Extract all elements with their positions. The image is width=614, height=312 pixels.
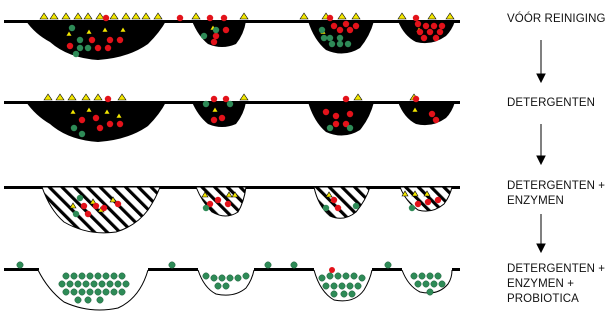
stage-label-line: DETERGENTEN + bbox=[507, 180, 606, 192]
dirt-crevice bbox=[308, 102, 374, 136]
residue-crevice bbox=[400, 187, 452, 211]
surface-line bbox=[4, 268, 39, 271]
flow-arrow bbox=[537, 214, 545, 252]
dirt-crevice bbox=[398, 102, 455, 125]
dirt-crevice bbox=[26, 21, 166, 60]
stage-2-detergents bbox=[4, 94, 460, 142]
residue-crevice bbox=[196, 187, 246, 216]
stage-label-detergents-enzymes-probiotics bbox=[507, 262, 614, 307]
stage-label-line: VÓÓR REINIGING bbox=[507, 13, 606, 25]
stage-3-detergents-enzymes bbox=[4, 186, 460, 233]
stage-label-line: PROBIOTICA bbox=[507, 293, 579, 305]
stage-1-before-cleaning bbox=[4, 13, 460, 60]
stage-label-line: ENZYMEN + bbox=[507, 278, 575, 290]
surface-line bbox=[372, 268, 402, 271]
flow-arrow bbox=[537, 40, 545, 82]
surface-line bbox=[452, 268, 460, 271]
flow-arrow bbox=[537, 124, 545, 164]
dirt-crevice bbox=[192, 102, 246, 127]
stage-4-detergents-enzymes-probiotics bbox=[4, 262, 460, 310]
surface-line bbox=[254, 268, 314, 271]
stage-label-line: DETERGENTEN + bbox=[507, 263, 606, 275]
stage-label-line: ENZYMEN bbox=[507, 195, 564, 207]
stage-label-detergents-enzymes bbox=[507, 179, 614, 209]
dirt-crevice bbox=[26, 102, 166, 142]
stage-label-before-cleaning bbox=[507, 12, 614, 27]
stage-label-line: DETERGENTEN bbox=[507, 97, 595, 109]
residue-crevice bbox=[314, 187, 370, 218]
surface-line bbox=[148, 268, 198, 271]
stage-label-detergents bbox=[507, 96, 614, 111]
red-bacteria bbox=[329, 267, 335, 273]
dirt-crevice bbox=[192, 21, 246, 47]
